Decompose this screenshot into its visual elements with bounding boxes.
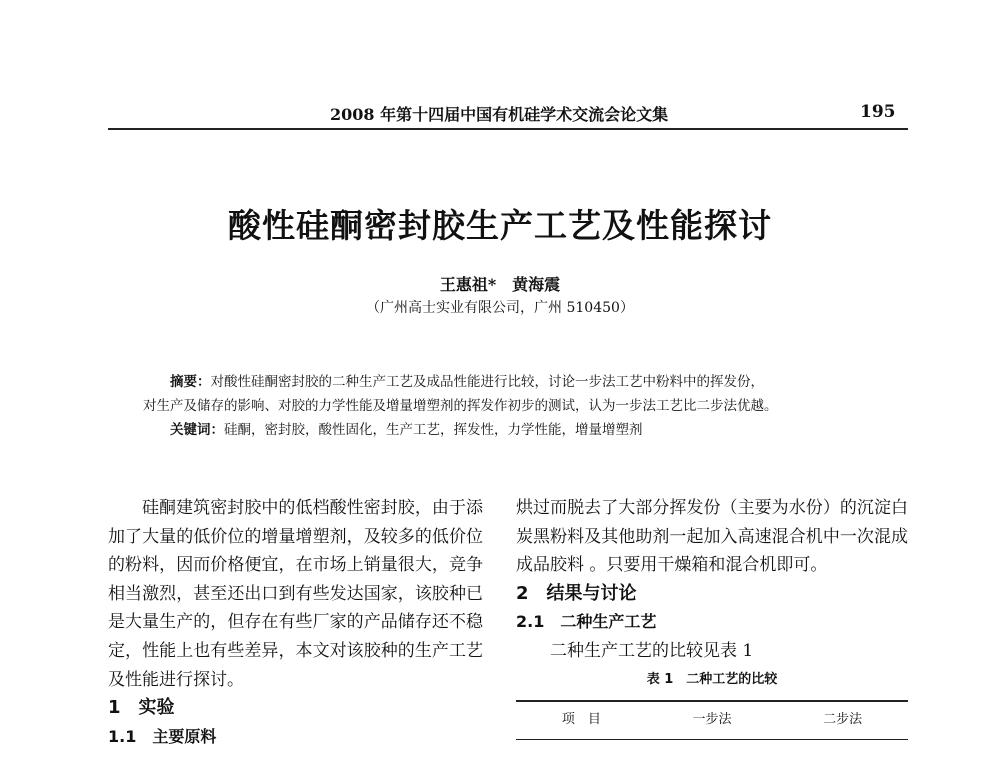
keywords-label: 关键词：	[170, 422, 224, 438]
comparison-table	[516, 700, 908, 740]
table-reference: 二种生产工艺的比较见表 1	[550, 640, 754, 661]
affiliation: （广州高士实业有限公司，广州 510450）	[366, 300, 634, 316]
abstract-text-1: 对酸性硅酮密封胶的二种生产工艺及成品性能进行比较，讨论一步法工艺中粉料中的挥发份，	[210, 374, 764, 390]
right-column	[516, 494, 908, 740]
authors: 王惠祖* 黄海震	[439, 275, 561, 294]
paper-title: 酸性硅酮密封胶生产工艺及性能探讨	[228, 206, 772, 245]
running-header: 2008 年第十四届中国有机硅学术交流会论文集	[330, 105, 669, 124]
process-paragraph: 烘过而脱去了大部分挥发份（主要为水份）的沉淀白炭黑粉料及其他助剂一起加入高速混合机中一次混成成品胶料 。只要用干燥箱和混合机即可。	[516, 498, 908, 576]
table-header: 一步法	[647, 701, 778, 739]
section-2-heading: 2 结果与讨论	[516, 582, 637, 604]
abstract-line-1	[170, 370, 764, 390]
table-header: 项 目	[516, 701, 647, 739]
page-number: 195	[860, 102, 896, 122]
header-rule	[108, 128, 908, 130]
intro-paragraph: 硅酮建筑密封胶中的低档酸性密封胶，由于添加了大量的低价位的增量增塑剂，及较多的低价位的粉料，因而价格便宜，在市场上销量很大，竞争相当激烈，甚至还出口到有些发达国家，该胶种已是大量生产的，但存在有些厂家的产品储存还不稳定，性能上也有些差异，本文对该胶种的生产工艺及性能进行探讨。	[108, 498, 483, 690]
table-header-row	[516, 701, 908, 739]
section-2-1-heading: 2.1 二种生产工艺	[516, 612, 657, 632]
left-column	[108, 494, 483, 751]
abstract-line-2: 对生产及储存的影响、对胶的力学性能及增量增塑剂的挥发作初步的测试，认为一步法工艺比二步法优越。	[143, 398, 778, 414]
section-1-heading: 1 实验	[108, 697, 175, 719]
keywords-line	[170, 418, 643, 438]
section-1-1-heading: 1.1 主要原料	[108, 726, 217, 746]
keywords: 硅酮，密封胶，酸性固化，生产工艺，挥发性，力学性能，增量增塑剂	[224, 422, 643, 438]
table-header: 二步法	[777, 701, 908, 739]
abstract-label: 摘要：	[170, 374, 211, 390]
table-caption: 表 1 二种工艺的比较	[646, 671, 778, 687]
